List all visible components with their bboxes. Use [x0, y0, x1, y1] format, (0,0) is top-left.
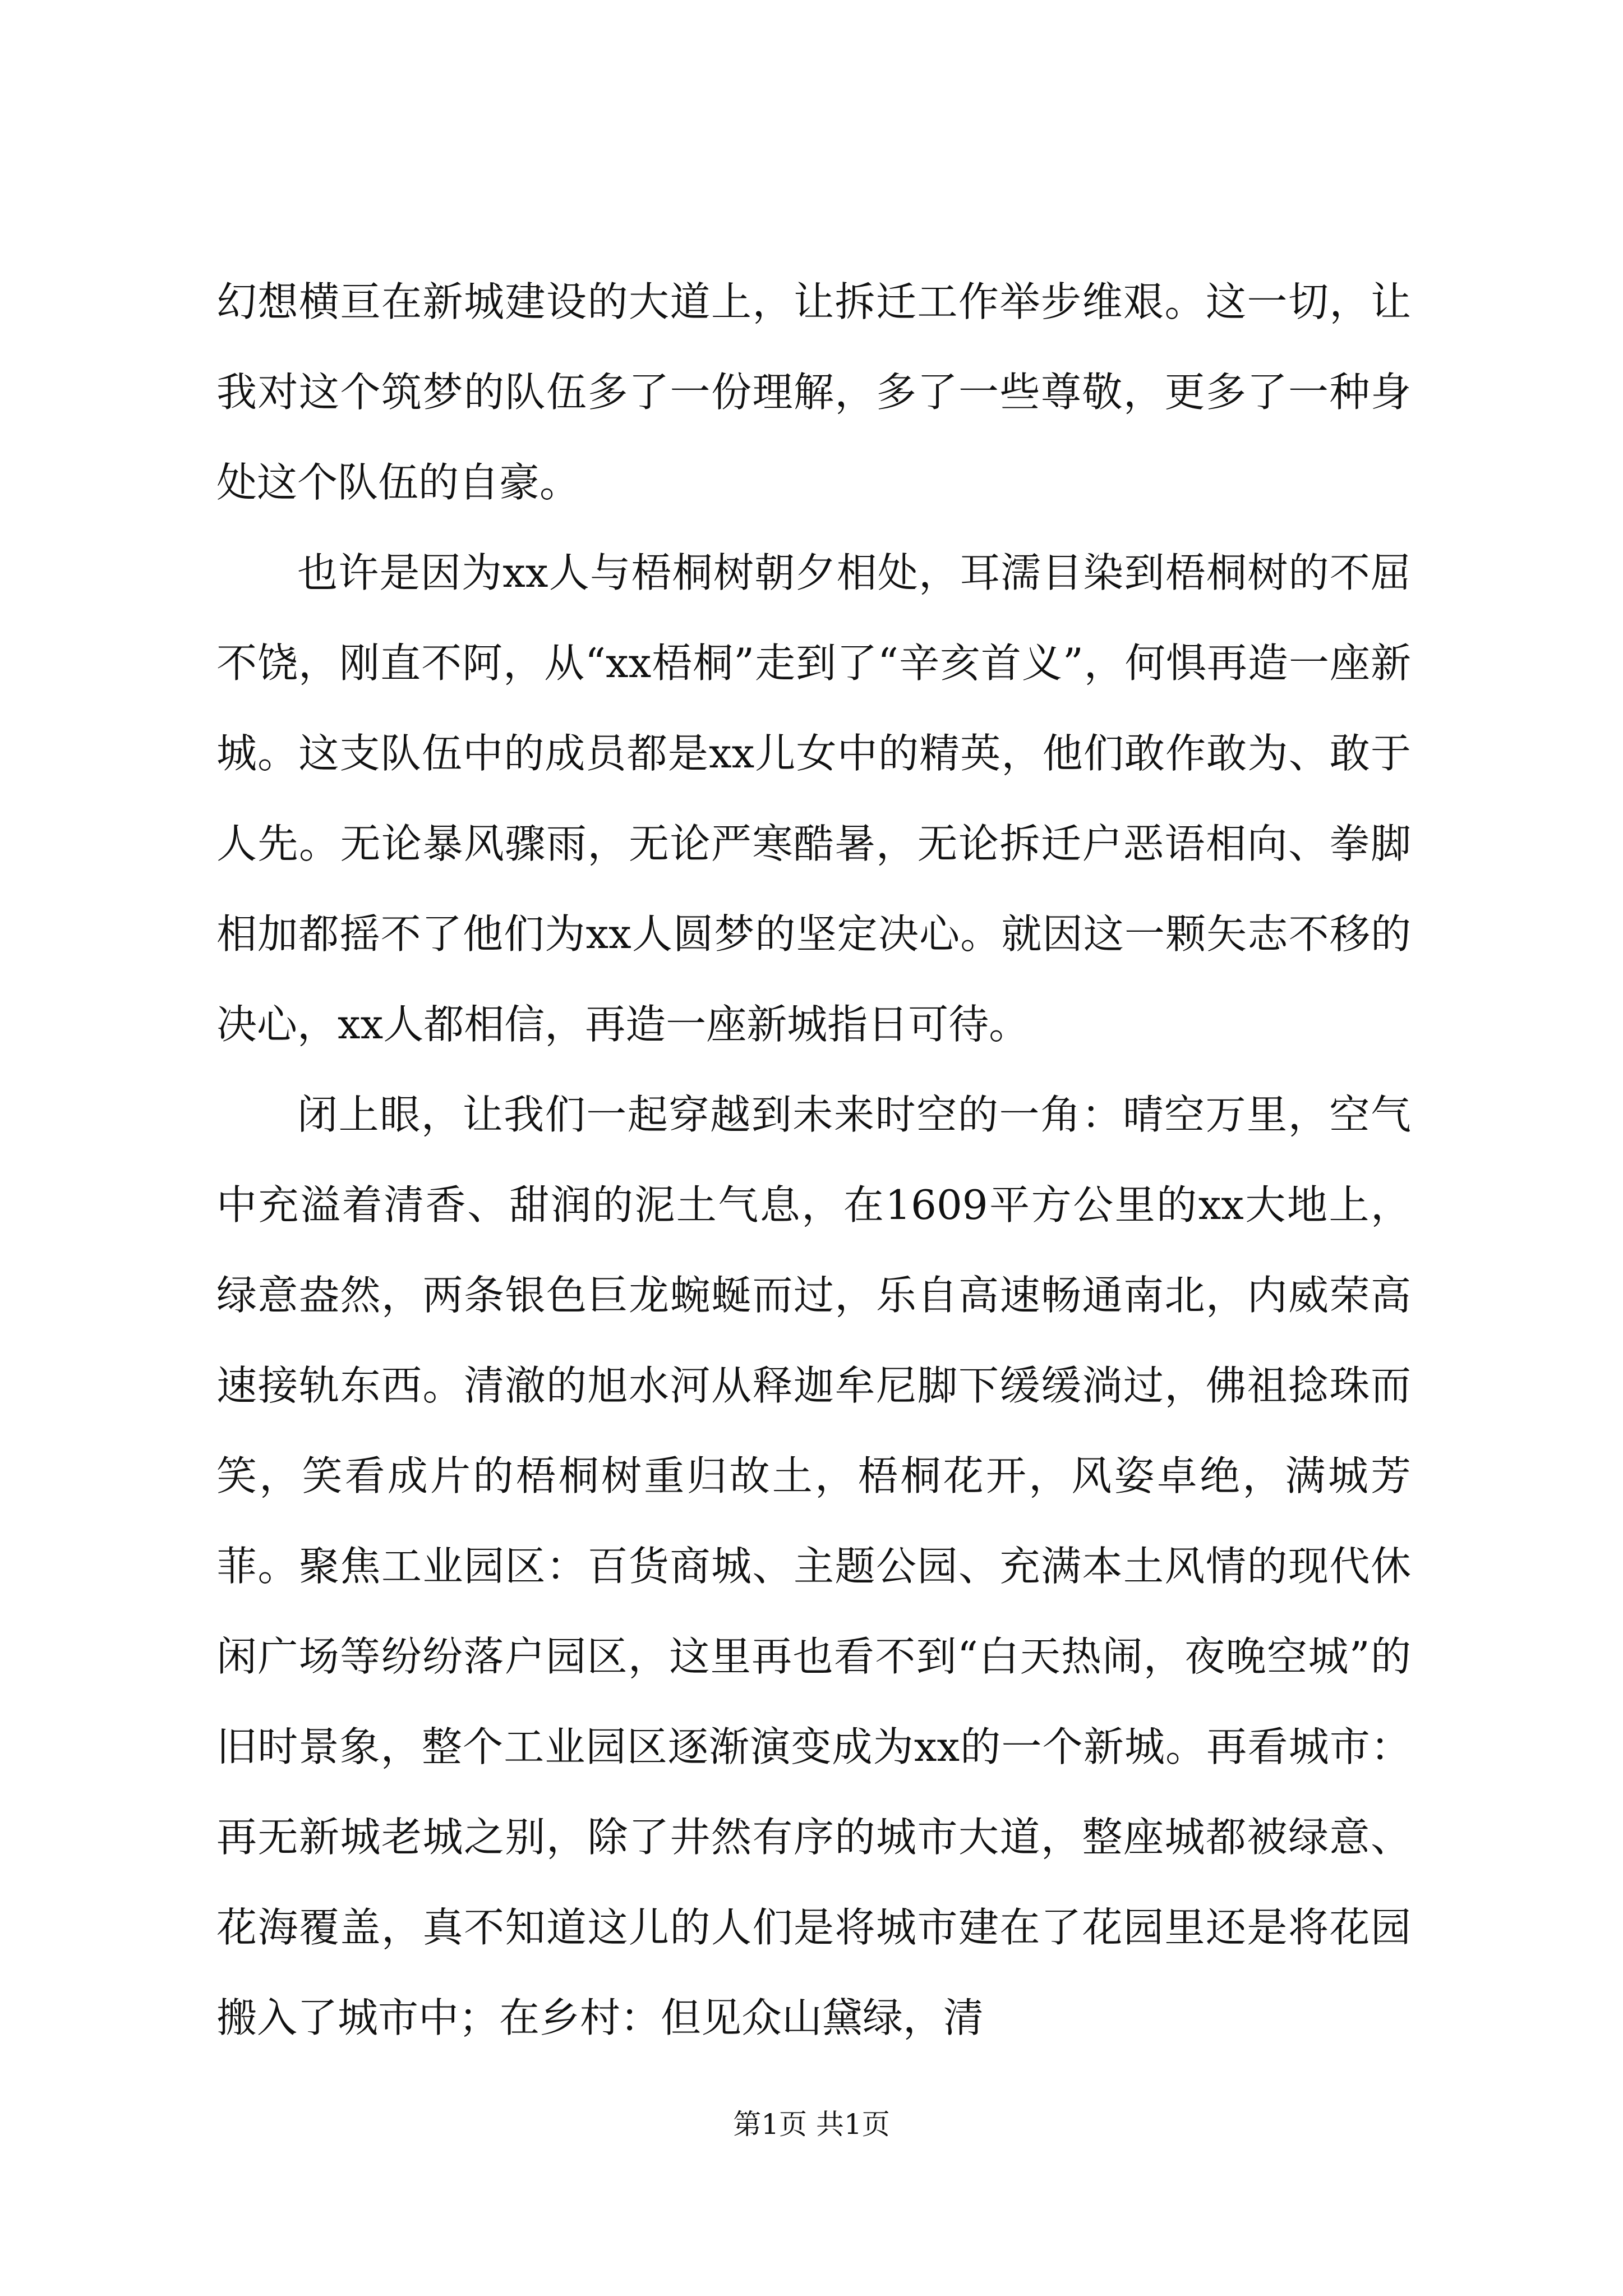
paragraph-3: 闭上眼，让我们一起穿越到未来时空的一角：晴空万里，空气中充溢着清香、甜润的泥土气息，在1609平方公里的xx大地上，绿意盎然，两条银色巨龙蜿蜒而过，乐自高速畅通南北，内威荣高速接轨东西。清澈的旭水河从释迦牟尼脚下缓缓淌过，佛祖捻珠而笑，笑看成片的梧桐树重归故土，梧桐花开，风姿卓绝，满城芳菲。聚焦工业园区：百货商城、主题公园、充满本土风情的现代休闲广场等纷纷落户园区，这里再也看不到“白天热闹，夜晚空城”的旧时景象，整个工业园区逐渐演变成为xx的一个新城。再看城市：再无新城老城之别，除了井然有序的城市大道，整座城都被绿意、花海覆盖，真不知道这儿的人们是将城市建在了花园里还是将花园搬入了城市中；在乡村：但见众山黛绿，清: [216, 1091, 1411, 2041]
paragraph-1: 幻想横亘在新城建设的大道上，让拆迁工作举步维艰。这一切，让我对这个筑梦的队伍多了一份理解，多了一些尊敬，更多了一种身处这个队伍的自豪。: [216, 278, 1411, 506]
document-body: [216, 257, 1411, 2063]
page-footer: 第1页 共1页: [733, 2108, 890, 2141]
paragraph-2: 也许是因为xx人与梧桐树朝夕相处，耳濡目染到梧桐树的不屈不饶，刚直不阿，从“xx梧桐”走到了“辛亥首义”，何惧再造一座新城。这支队伍中的成员都是xx儿女中的精英，他们敢作敢为、敢于人先。无论暴风骤雨，无论严寒酷暑，无论拆迁户恶语相向、拳脚相加都摇不了他们为xx人圆梦的坚定决心。就因这一颗矢志不移的决心，xx人都相信，再造一座新城指日可待。: [216, 549, 1411, 1048]
